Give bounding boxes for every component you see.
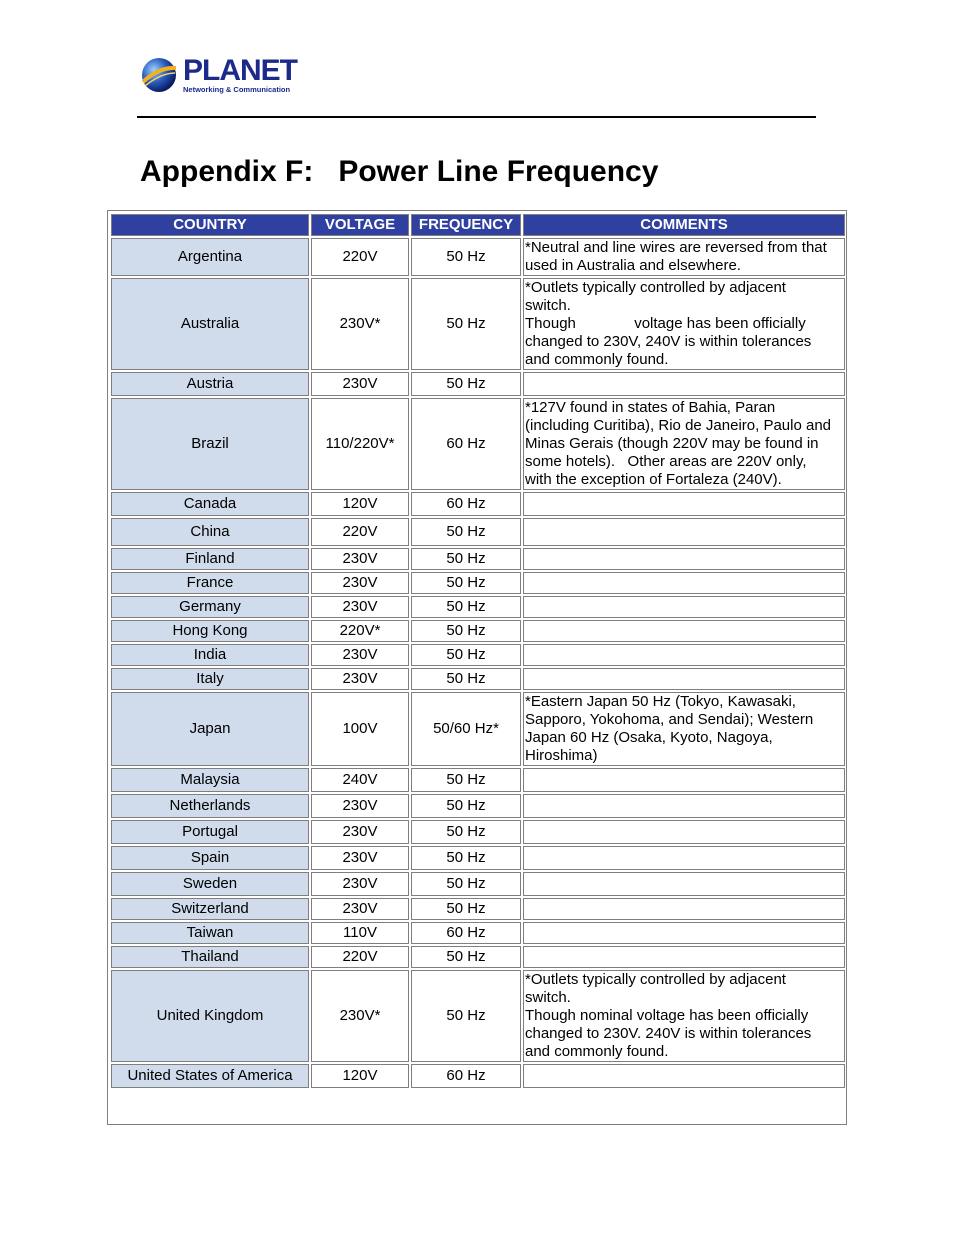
voltage-cell: 120V bbox=[311, 492, 409, 516]
comment-line: and commonly found. bbox=[525, 351, 669, 368]
frequency-cell: 50 Hz bbox=[411, 794, 521, 818]
frequency-cell: 50 Hz bbox=[411, 668, 521, 690]
header-voltage: VOLTAGE bbox=[311, 214, 409, 236]
country-cell: United Kingdom bbox=[111, 970, 309, 1062]
comments-cell bbox=[523, 692, 845, 766]
country-cell: Canada bbox=[111, 492, 309, 516]
table-header-row bbox=[111, 214, 845, 236]
comment-line: (including Curitiba), Rio de Janeiro, Paulo and bbox=[525, 417, 832, 434]
table-row bbox=[111, 492, 845, 516]
voltage-cell: 220V bbox=[311, 238, 409, 276]
voltage-cell: 230V bbox=[311, 596, 409, 618]
comment-line: changed to 230V, 240V is within tolerances bbox=[525, 333, 812, 350]
frequency-cell: 50 Hz bbox=[411, 768, 521, 792]
voltage-cell: 230V* bbox=[311, 970, 409, 1062]
country-cell: Austria bbox=[111, 372, 309, 396]
country-cell: Spain bbox=[111, 846, 309, 870]
planet-logo bbox=[139, 55, 299, 97]
globe-icon bbox=[139, 55, 179, 95]
comments-cell bbox=[523, 794, 845, 818]
frequency-cell: 50 Hz bbox=[411, 372, 521, 396]
frequency-cell: 50 Hz bbox=[411, 278, 521, 370]
frequency-cell: 50 Hz bbox=[411, 970, 521, 1062]
header-frequency: FREQUENCY bbox=[411, 214, 521, 236]
comments-cell bbox=[523, 644, 845, 666]
table-row bbox=[111, 820, 845, 844]
table-body bbox=[111, 238, 845, 1088]
country-cell: Taiwan bbox=[111, 922, 309, 944]
voltage-cell: 220V bbox=[311, 946, 409, 968]
comments-cell bbox=[523, 548, 845, 570]
country-cell: Hong Kong bbox=[111, 620, 309, 642]
country-cell: Switzerland bbox=[111, 898, 309, 920]
voltage-cell: 230V bbox=[311, 644, 409, 666]
frequency-cell: 60 Hz bbox=[411, 492, 521, 516]
comment-line: *Outlets typically controlled by adjacent bbox=[525, 971, 786, 988]
table-row bbox=[111, 1064, 845, 1088]
page-title: Appendix F: Power Line Frequency bbox=[140, 155, 659, 188]
table-row bbox=[111, 970, 845, 1062]
comment-line: Though nominal voltage has been officially bbox=[525, 1007, 809, 1024]
power-frequency-table-frame bbox=[107, 210, 847, 1125]
voltage-cell: 220V* bbox=[311, 620, 409, 642]
comment-line: *Outlets typically controlled by adjacent bbox=[525, 279, 786, 296]
table-row bbox=[111, 946, 845, 968]
header-rule bbox=[137, 116, 816, 118]
country-cell: China bbox=[111, 518, 309, 546]
comments-cell bbox=[523, 238, 845, 276]
voltage-cell: 230V bbox=[311, 668, 409, 690]
country-cell: Sweden bbox=[111, 872, 309, 896]
table-row bbox=[111, 922, 845, 944]
comments-cell bbox=[523, 372, 845, 396]
comments-cell bbox=[523, 492, 845, 516]
voltage-cell: 230V* bbox=[311, 278, 409, 370]
country-cell: Finland bbox=[111, 548, 309, 570]
comments-cell bbox=[523, 820, 845, 844]
power-frequency-table bbox=[109, 212, 847, 1090]
comment-line: with the exception of Fortaleza (240V). bbox=[525, 471, 782, 488]
comments-cell bbox=[523, 970, 845, 1062]
frequency-cell: 50 Hz bbox=[411, 620, 521, 642]
frequency-cell: 60 Hz bbox=[411, 922, 521, 944]
table-row bbox=[111, 768, 845, 792]
voltage-cell: 230V bbox=[311, 898, 409, 920]
table-row bbox=[111, 846, 845, 870]
comments-cell bbox=[523, 668, 845, 690]
voltage-cell: 240V bbox=[311, 768, 409, 792]
voltage-cell: 100V bbox=[311, 692, 409, 766]
table-row bbox=[111, 668, 845, 690]
comments-cell bbox=[523, 620, 845, 642]
table-row bbox=[111, 794, 845, 818]
voltage-cell: 220V bbox=[311, 518, 409, 546]
comment-line: some hotels). Other areas are 220V only, bbox=[525, 453, 807, 470]
frequency-cell: 50 Hz bbox=[411, 644, 521, 666]
comment-line: *Eastern Japan 50 Hz (Tokyo, Kawasaki, bbox=[525, 693, 796, 710]
table-row bbox=[111, 644, 845, 666]
country-cell: Germany bbox=[111, 596, 309, 618]
voltage-cell: 230V bbox=[311, 572, 409, 594]
country-cell: Australia bbox=[111, 278, 309, 370]
table-row bbox=[111, 898, 845, 920]
comments-cell bbox=[523, 572, 845, 594]
table-row bbox=[111, 518, 845, 546]
frequency-cell: 50 Hz bbox=[411, 898, 521, 920]
comments-cell bbox=[523, 946, 845, 968]
comment-line: Sapporo, Yokohoma, and Sendai); Western bbox=[525, 711, 814, 728]
country-cell: Malaysia bbox=[111, 768, 309, 792]
table-row bbox=[111, 548, 845, 570]
comment-line: *Neutral and line wires are reversed from that bbox=[525, 239, 827, 256]
logo-tagline: Networking & Communication bbox=[183, 85, 291, 94]
frequency-cell: 50 Hz bbox=[411, 820, 521, 844]
voltage-cell: 110/220V* bbox=[311, 398, 409, 490]
voltage-cell: 230V bbox=[311, 372, 409, 396]
country-cell: Japan bbox=[111, 692, 309, 766]
comment-line: and commonly found. bbox=[525, 1043, 669, 1060]
frequency-cell: 50 Hz bbox=[411, 946, 521, 968]
comment-line: changed to 230V. 240V is within tolerances bbox=[525, 1025, 812, 1042]
table-row bbox=[111, 620, 845, 642]
comment-line: Minas Gerais (though 220V may be found in bbox=[525, 435, 819, 452]
voltage-cell: 230V bbox=[311, 548, 409, 570]
table-row bbox=[111, 238, 845, 276]
table-row bbox=[111, 596, 845, 618]
country-cell: Thailand bbox=[111, 946, 309, 968]
voltage-cell: 230V bbox=[311, 794, 409, 818]
country-cell: France bbox=[111, 572, 309, 594]
comment-line: Hiroshima) bbox=[525, 747, 598, 764]
comment-line: Japan 60 Hz (Osaka, Kyoto, Nagoya, bbox=[525, 729, 773, 746]
frequency-cell: 60 Hz bbox=[411, 1064, 521, 1088]
country-cell: Portugal bbox=[111, 820, 309, 844]
frequency-cell: 50 Hz bbox=[411, 596, 521, 618]
comments-cell bbox=[523, 898, 845, 920]
table-row bbox=[111, 372, 845, 396]
frequency-cell: 50 Hz bbox=[411, 518, 521, 546]
country-cell: United States of America bbox=[111, 1064, 309, 1088]
table-row bbox=[111, 872, 845, 896]
frequency-cell: 50 Hz bbox=[411, 572, 521, 594]
voltage-cell: 230V bbox=[311, 846, 409, 870]
country-cell: Brazil bbox=[111, 398, 309, 490]
voltage-cell: 230V bbox=[311, 820, 409, 844]
frequency-cell: 50/60 Hz* bbox=[411, 692, 521, 766]
frequency-cell: 50 Hz bbox=[411, 548, 521, 570]
comments-cell bbox=[523, 872, 845, 896]
table-row bbox=[111, 398, 845, 490]
comments-cell bbox=[523, 1064, 845, 1088]
country-cell: Argentina bbox=[111, 238, 309, 276]
comment-line: used in Australia and elsewhere. bbox=[525, 257, 741, 274]
comments-cell bbox=[523, 922, 845, 944]
country-cell: India bbox=[111, 644, 309, 666]
comments-cell bbox=[523, 768, 845, 792]
header-comments: COMMENTS bbox=[523, 214, 845, 236]
voltage-cell: 230V bbox=[311, 872, 409, 896]
table-row bbox=[111, 278, 845, 370]
comment-line: *127V found in states of Bahia, Paran bbox=[525, 399, 776, 416]
header-country: COUNTRY bbox=[111, 214, 309, 236]
comments-cell bbox=[523, 398, 845, 490]
table-row bbox=[111, 692, 845, 766]
frequency-cell: 50 Hz bbox=[411, 872, 521, 896]
frequency-cell: 60 Hz bbox=[411, 398, 521, 490]
voltage-cell: 120V bbox=[311, 1064, 409, 1088]
frequency-cell: 50 Hz bbox=[411, 238, 521, 276]
comments-cell bbox=[523, 596, 845, 618]
comments-cell bbox=[523, 278, 845, 370]
comments-cell bbox=[523, 518, 845, 546]
table-row bbox=[111, 572, 845, 594]
comment-line: switch. bbox=[525, 989, 571, 1006]
logo-name: PLANET bbox=[183, 54, 297, 87]
comments-cell bbox=[523, 846, 845, 870]
frequency-cell: 50 Hz bbox=[411, 846, 521, 870]
voltage-cell: 110V bbox=[311, 922, 409, 944]
country-cell: Italy bbox=[111, 668, 309, 690]
comment-line: Though voltage has been officially bbox=[525, 315, 806, 332]
country-cell: Netherlands bbox=[111, 794, 309, 818]
comment-line: switch. bbox=[525, 297, 571, 314]
